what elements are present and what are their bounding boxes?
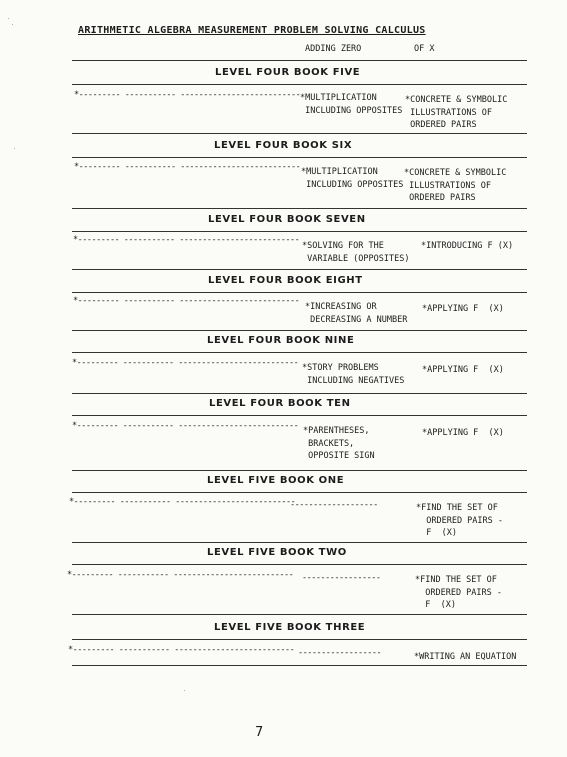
rule-line <box>72 542 527 543</box>
rule-line <box>72 665 527 666</box>
section-title: LEVEL FIVE BOOK THREE <box>214 622 366 633</box>
empty-columns-dashes: *--------- ----------- -------------------------- <box>72 358 299 368</box>
rule-line <box>72 639 527 640</box>
empty-columns-dashes: *--------- ----------- -------------------------- <box>68 645 295 655</box>
continued-algebra-note: ADDING ZERO <box>305 44 362 54</box>
problem-solving-note: *MULTIPLICATION INCLUDING OPPOSITES <box>301 167 404 190</box>
empty-column-dashes: ------------------ <box>298 648 382 658</box>
empty-columns-dashes: *--------- ----------- -------------------------- <box>73 296 300 306</box>
calculus-note: *WRITING AN EQUATION <box>414 652 517 662</box>
scan-speck <box>8 18 9 19</box>
calculus-note: *CONCRETE & SYMBOLIC ILLUSTRATIONS OF ORDERED PAIRS <box>404 168 507 203</box>
section-title: LEVEL FOUR BOOK SIX <box>214 140 353 151</box>
rule-line <box>72 492 527 493</box>
rule-line <box>72 614 527 615</box>
empty-columns-dashes: *--------- ----------- -------------------------- <box>74 162 301 172</box>
scan-speck <box>184 690 185 691</box>
calculus-note: *APPLYING F (X) <box>422 428 504 438</box>
calculus-note: *APPLYING F (X) <box>422 365 504 375</box>
problem-solving-note: *STORY PROBLEMS INCLUDING NEGATIVES <box>302 363 405 386</box>
section-title: LEVEL FOUR BOOK SEVEN <box>208 214 366 225</box>
empty-columns-dashes: *--------- ----------- -------------------------- <box>69 497 296 507</box>
section-title: LEVEL FIVE BOOK ONE <box>207 475 345 486</box>
scan-speck <box>14 148 15 149</box>
section-title: LEVEL FOUR BOOK NINE <box>207 335 355 346</box>
rule-line <box>72 60 527 61</box>
section-title: LEVEL FOUR BOOK FIVE <box>215 67 361 78</box>
rule-line <box>72 470 527 471</box>
calculus-note: *FIND THE SET OF ORDERED PAIRS - F (X) <box>416 503 503 538</box>
calculus-note: *FIND THE SET OF ORDERED PAIRS - F (X) <box>415 575 502 610</box>
rule-line <box>72 269 527 270</box>
problem-solving-note: *MULTIPLICATION INCLUDING OPPOSITES <box>300 93 403 116</box>
continued-calculus-note: OF X <box>414 44 435 54</box>
rule-line <box>72 133 527 134</box>
empty-columns-dashes: *--------- ----------- -------------------------- <box>74 90 301 100</box>
empty-column-dashes: ----------------- <box>302 573 381 583</box>
rule-line <box>72 564 527 565</box>
empty-column-dashes: ------------------- <box>290 500 378 510</box>
rule-line <box>72 231 527 232</box>
calculus-note: *APPLYING F (X) <box>422 304 504 314</box>
section-title: LEVEL FIVE BOOK TWO <box>207 547 347 558</box>
page-number: 7 <box>255 725 264 740</box>
column-header: ARITHMETIC ALGEBRA MEASUREMENT PROBLEM SOLVING CALCULUS <box>78 25 426 36</box>
problem-solving-note: *PARENTHESES, BRACKETS, OPPOSITE SIGN <box>303 426 375 461</box>
rule-line <box>72 352 527 353</box>
problem-solving-note: *INCREASING OR DECREASING A NUMBER <box>305 302 408 325</box>
scan-speck <box>12 24 13 25</box>
rule-line <box>72 292 527 293</box>
rule-line <box>72 208 527 209</box>
rule-line <box>72 157 527 158</box>
problem-solving-note: *SOLVING FOR THE VARIABLE (OPPOSITES) <box>302 241 410 264</box>
rule-line <box>72 393 527 394</box>
empty-columns-dashes: *--------- ----------- -------------------------- <box>72 421 299 431</box>
empty-columns-dashes: *--------- ----------- -------------------------- <box>73 235 300 245</box>
section-title: LEVEL FOUR BOOK EIGHT <box>208 275 363 286</box>
rule-line <box>72 415 527 416</box>
rule-line <box>72 330 527 331</box>
calculus-note: *INTRODUCING F (X) <box>421 241 514 251</box>
section-title: LEVEL FOUR BOOK TEN <box>209 398 351 409</box>
empty-columns-dashes: *--------- ----------- -------------------------- <box>67 570 294 580</box>
rule-line <box>72 84 527 85</box>
calculus-note: *CONCRETE & SYMBOLIC ILLUSTRATIONS OF ORDERED PAIRS <box>405 95 508 130</box>
